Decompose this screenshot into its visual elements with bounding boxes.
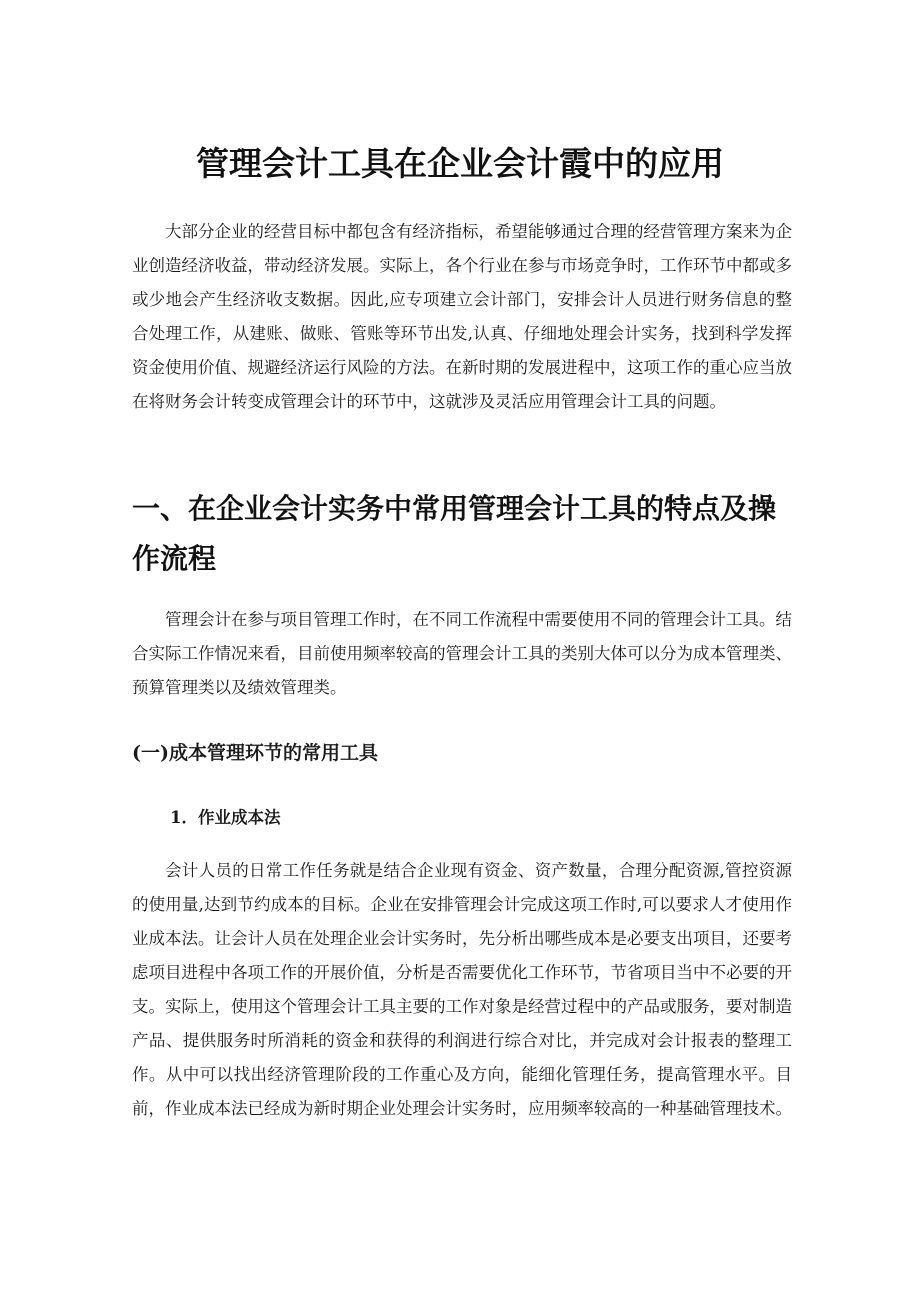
section-1-heading: 一、在企业会计实务中常用管理会计工具的特点及操作流程 xyxy=(132,492,777,575)
item-1-heading: 1．作业成本法 xyxy=(170,808,281,827)
document-title: 管理会计工具在企业会计霞中的应用 xyxy=(196,144,724,183)
intro-paragraph: 大部分企业的经营目标中都包含有经济指标，希望能够通过合理的经营管理方案来为企业创造经济收益，带动经济发展。实际上，各个行业在参与市场竞争时，工作环节中都或多或少地会产生经济收支数据。因此,应专项建立会计部门，安排会计人员进行财务信息的整合处理工作，从建账、做账、管账等环节出发,认真、仔细地处理会计实务，找到科学发挥资金使用价值、规避经济运行风险的方法。在新时期的发展进程中，这项工作的重心应当放在将财务会计转变成管理会计的环节中，这就涉及灵活应用管理会计工具的问题。 xyxy=(132,222,792,411)
section-1-paragraph: 管理会计在参与项目管理工作时，在不同工作流程中需要使用不同的管理会计工具。结合实际工作情况来看，目前使用频率较高的管理会计工具的类别大体可以分为成本管理类、预算管理类以及绩效管理类。 xyxy=(132,610,792,697)
item-1-paragraph: 会计人员的日常工作任务就是结合企业现有资金、资产数量，合理分配资源,管控资源的使用量,达到节约成本的目标。企业在安排管理会计完成这项工作时,可以要求人才使用作业成本法。让会计人员在处理企业会计实务时，先分析出哪些成本是必要支出项目，还要考虑项目进程中各项工作的开展价值，分析是否需要优化工作环节，节省项目当中不必要的开支。实际上，使用这个管理会计工具主要的工作对象是经营过程中的产品或服务，要对制造产品、提供服务时所消耗的资金和获得的利润进行综合对比，并完成对会计报表的整理工作。从中可以找出经济管理阶段的工作重心及方向，能细化管理任务，提高管理水平。目前，作业成本法已经成为新时期企业处理会计实务时，应用频率较高的一种基础管理技术。 xyxy=(132,861,792,1118)
subsection-1-heading: (一)成本管理环节的常用工具 xyxy=(132,742,378,764)
